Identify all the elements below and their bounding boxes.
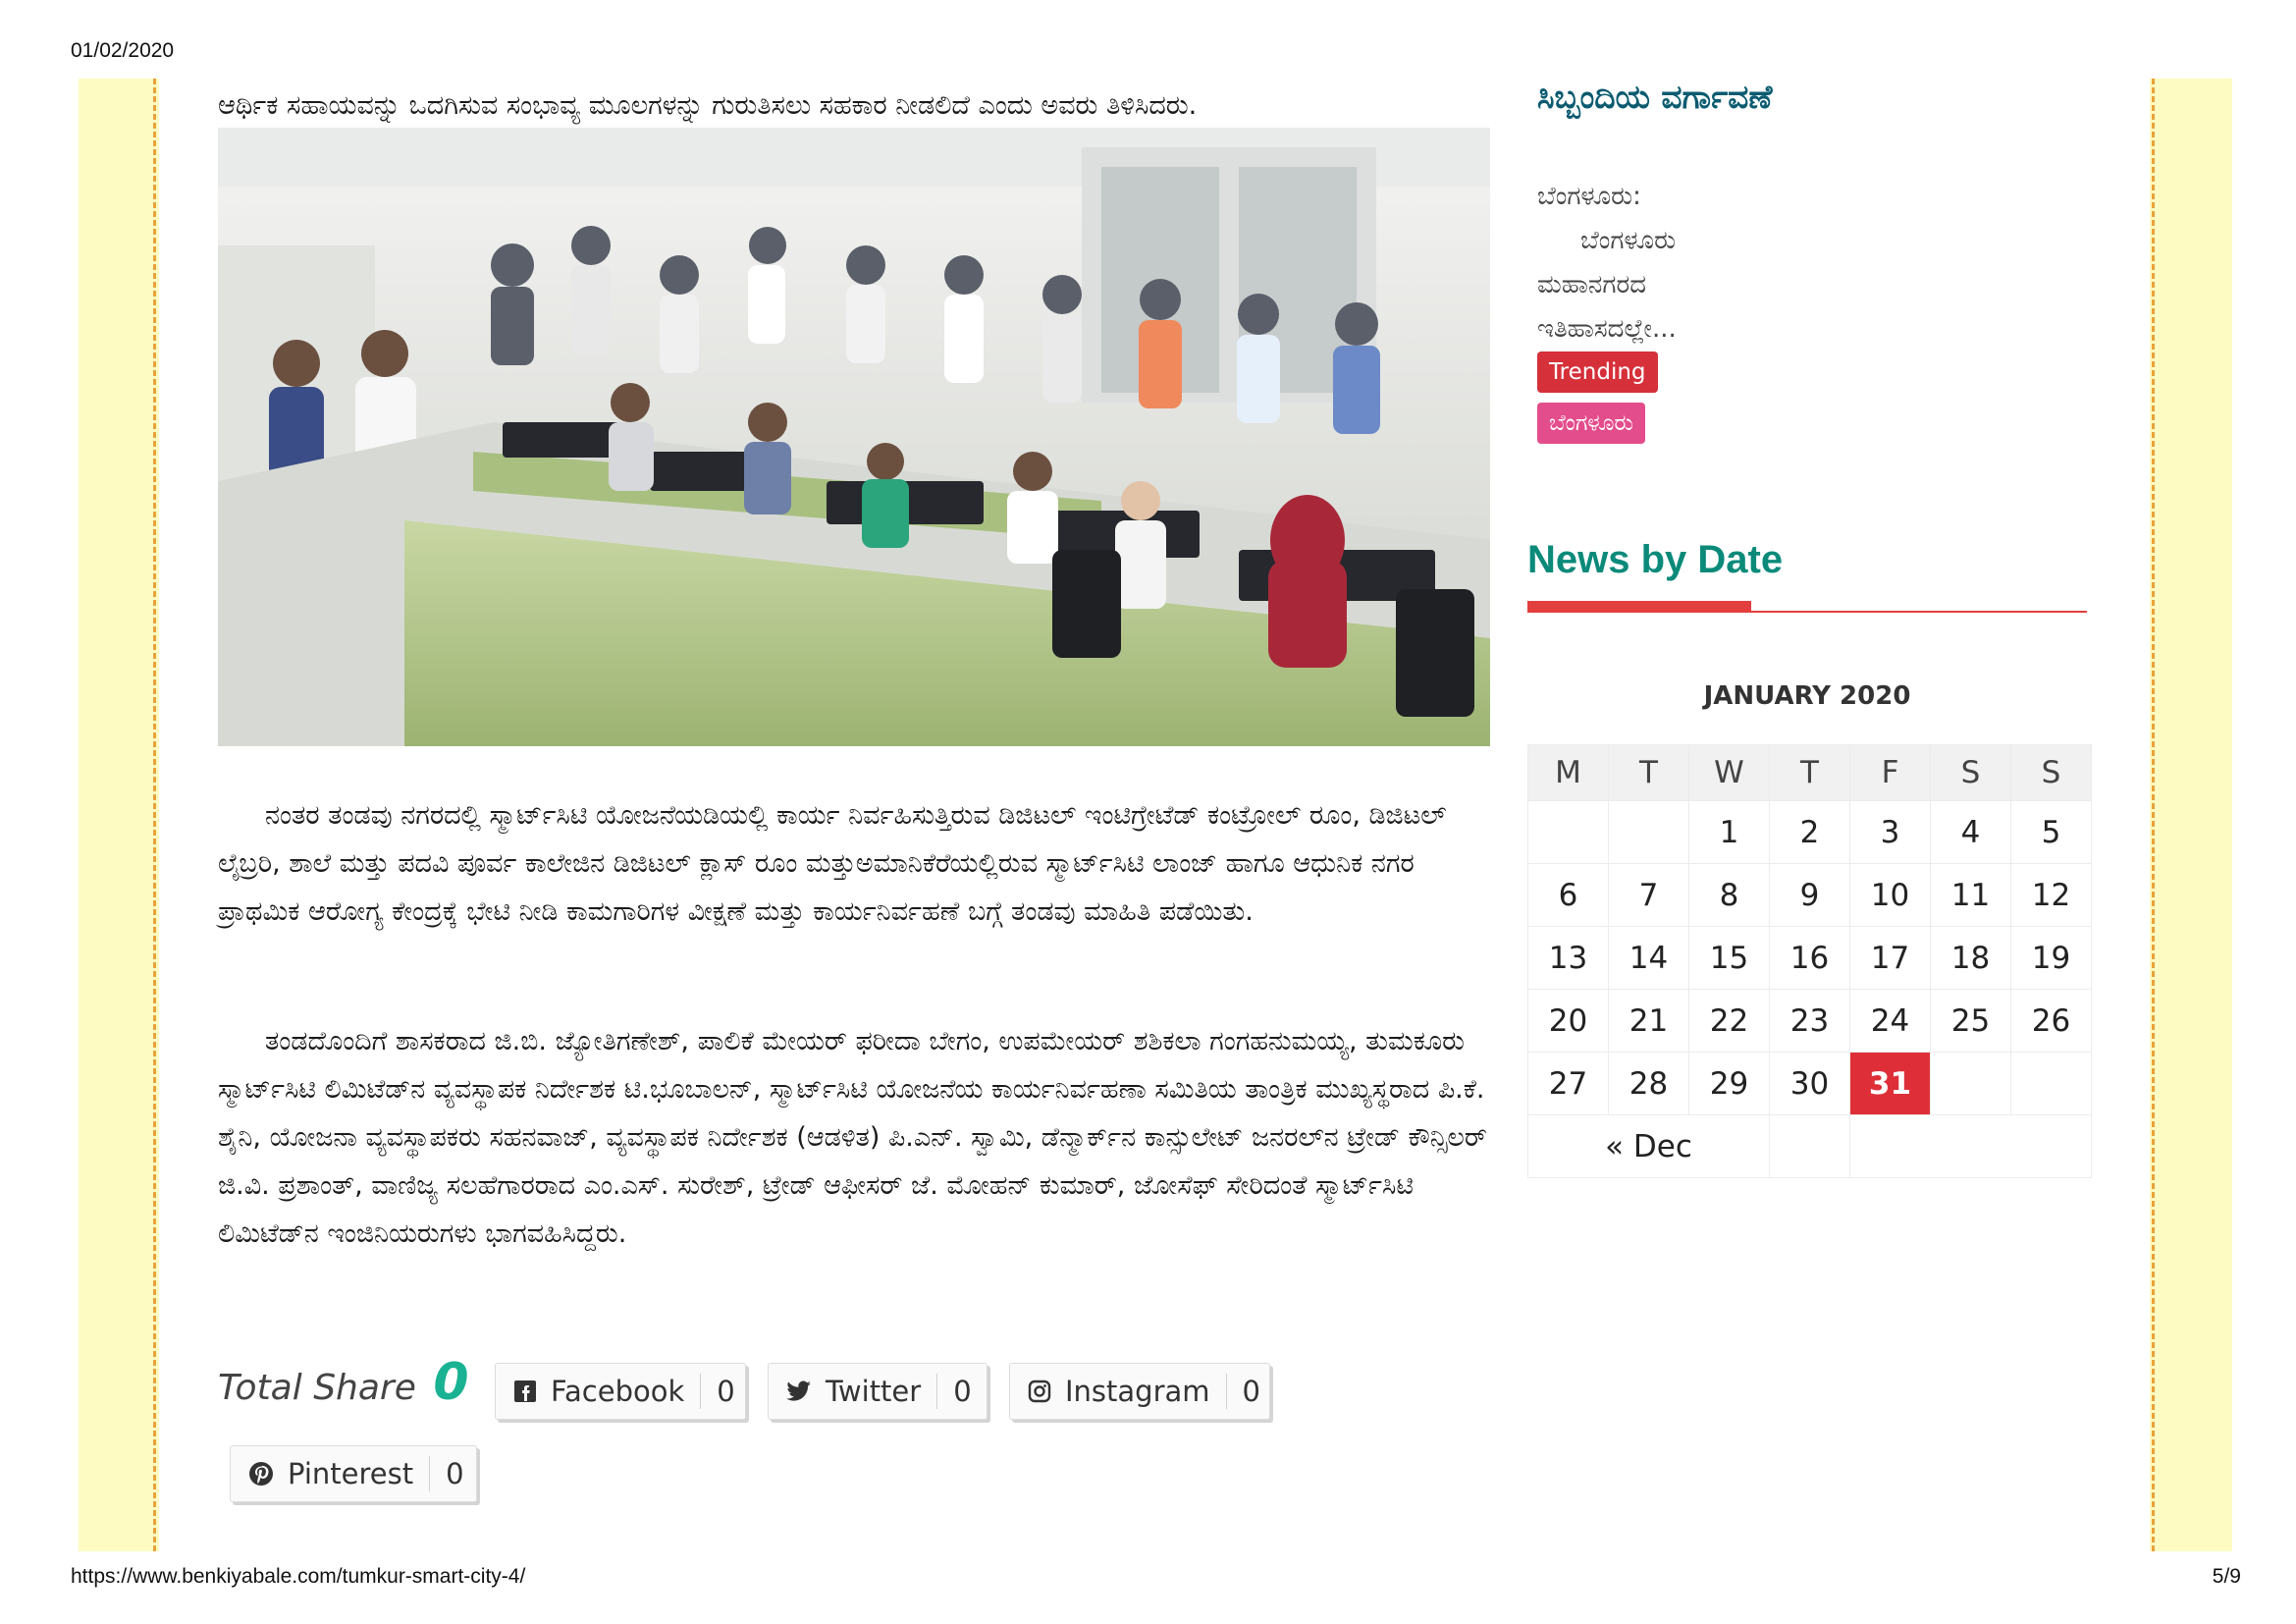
instagram-share-button[interactable] [1009,1363,1270,1420]
control-room-photo [218,128,1490,746]
calendar-day: 27 [1528,1053,1609,1115]
print-date: 01/02/2020 [71,39,175,62]
calendar-day: 15 [1689,927,1770,990]
calendar-next-month-cell [1850,1115,2092,1178]
total-share-count: 0 [433,1353,469,1412]
calendar-day: 26 [2011,990,2092,1053]
calendar-day: 22 [1689,990,1770,1053]
paragraph-2-text: ತಂಡದೊಂದಿಗೆ ಶಾಸಕರಾದ ಜಿ.ಬಿ. ಜ್ಯೋತಿಗಣೇಶ್, ಪಾಲಿಕೆ ಮೇಯರ್ ಫರೀದಾ ಬೇಗಂ, ಉಪಮೇಯರ್ ಶಶಿಕಲಾ ಗಂಗಹನುಮಯ್ಯ, ತುಮಕೂರು ಸ್ಮಾರ್ಟ್‌ಸಿಟಿ ಲಿಮಿಟೆಡ್‌ನ ವ್ಯವಸ್ಥಾಪಕ ನಿರ್ದೇಶಕ ಟಿ.ಭೂಬಾಲನ್, ಸ್ಮಾರ್ಟ್‌ಸಿಟಿ ಯೋಜನೆಯ ಕಾರ್ಯನಿರ್ವಹಣಾ ಸಮಿತಿಯ ತಾಂತ್ರಿಕ ಮುಖ್ಯಸ್ಥರಾದ ಪಿ.ಕೆ. ಶೈನಿ, ಯೋಜನಾ ವ್ಯವಸ್ಥಾಪಕರು ಸಹನವಾಜ್, ವ್ಯವಸ್ಥಾಪಕ ನಿರ್ದೇಶಕ (ಆಡಳಿತ) ಪಿ.ಎನ್. ಸ್ವಾಮಿ, ಡೆನ್ಮಾರ್ಕ್‌ನ ಕಾನ್ಸುಲೇಟ್ ಜನರಲ್‌ನ ಟ್ರೇಡ್ ಕೌನ್ಸಿಲರ್ ಜಿ.ವಿ. ಪ್ರಶಾಂತ್, ವಾಣಿಜ್ಯ ಸಲಹೆಗಾರರಾದ ಎಂ.ಎಸ್. ಸುರೇಶ್, ಟ್ರೇಡ್ ಆಫೀಸರ್ ಜೆ. ಮೋಹನ್ ಕುಮಾರ್, ಜೋಸೆಫ್ ಸೇರಿದಂತೆ ಸ್ಮಾರ್ಟ್‌ಸಿಟಿ ಲಿಮಿಟೆಡ್‌ನ ಇಂಜಿನಿಯರುಗಳು ಭಾಗವಹಿಸಿದ್ದರು. [218,1026,1487,1249]
calendar-day [1931,1053,2011,1115]
calendar-nav-row [1528,1115,2092,1178]
weekday-header: T [1609,745,1689,801]
weekday-header: W [1689,745,1770,801]
sidebar-post-title[interactable]: ಸಿಬ್ಬಂದಿಯ ವರ್ಗಾವಣೆ [1537,78,1773,116]
calendar-week-row [1528,801,2092,864]
calendar-day: 14 [1609,927,1689,990]
calendar-caption: JANUARY 2020 [1703,681,1911,711]
calendar-day: 2 [1770,801,1850,864]
instagram-icon [1028,1377,1051,1406]
calendar-day: 24 [1850,990,1931,1053]
weekday-header: S [2011,745,2092,801]
calendar-day: 13 [1528,927,1609,990]
calendar-day [2011,1053,2092,1115]
calendar-week-row [1528,990,2092,1053]
calendar-day: 1 [1689,801,1770,864]
tag-trending[interactable]: Trending [1537,352,1658,393]
tag-bengaluru[interactable]: ಬೆಂಗಳೂರು [1537,403,1645,444]
article-lead-line: ಆರ್ಥಿಕ ಸಹಾಯವನ್ನು ಒದಗಿಸುವ ಸಂಭಾವ್ಯ ಮೂಲಗಳನ್ನು ಗುರುತಿಸಲು ಸಹಕಾರ ನೀಡಲಿದೆ ಎಂದು ಅವರು ತಿಳಿಸಿದರು. [218,90,1198,121]
calendar-day: 21 [1609,990,1689,1053]
calendar-day: 20 [1528,990,1609,1053]
facebook-count: 0 [700,1374,750,1409]
calendar-day: 17 [1850,927,1931,990]
weekday-header: M [1528,745,1609,801]
weekday-header: T [1770,745,1850,801]
calendar-day: 9 [1770,864,1850,927]
calendar-day: 12 [2011,864,2092,927]
article-paragraph-2 [218,1017,1504,1258]
calendar-prev-month-link[interactable]: « Dec [1528,1115,1770,1178]
calendar-week-row [1528,864,2092,927]
calendar-day: 19 [2011,927,2092,990]
excerpt-line: ಇತಿಹಾಸದಲ್ಲೇ... [1537,314,1677,344]
pinterest-count: 0 [429,1456,479,1491]
calendar-day: 5 [2011,801,2092,864]
calendar-day: 11 [1931,864,2011,927]
facebook-label: Facebook [551,1375,685,1408]
calendar-nav-spacer [1770,1115,1850,1178]
excerpt-line: ಬೆಂಗಳೂರು: [1537,182,1641,211]
calendar-day: 8 [1689,864,1770,927]
right-dashed-border [2152,79,2155,1551]
twitter-share-button[interactable] [768,1363,988,1420]
excerpt-line: ಬೆಂಗಳೂರು [1580,226,1677,255]
sidebar-post-excerpt [1537,175,1677,352]
calendar-day: 18 [1931,927,2011,990]
calendar-day [1609,801,1689,864]
article-paragraph-1 [218,791,1504,936]
instagram-label: Instagram [1065,1375,1210,1408]
news-by-date-heading: News by Date [1527,538,1784,581]
calendar-day: 25 [1931,990,2011,1053]
calendar-weekday-row [1528,745,2092,801]
calendar-day: 23 [1770,990,1850,1053]
calendar-day: 29 [1689,1053,1770,1115]
weekday-header: F [1850,745,1931,801]
paragraph-1-text: ನಂತರ ತಂಡವು ನಗರದಲ್ಲಿ ಸ್ಮಾರ್ಟ್‌ಸಿಟಿ ಯೋಜನೆಯಡಿಯಲ್ಲಿ ಕಾರ್ಯ ನಿರ್ವಹಿಸುತ್ತಿರುವ ಡಿಜಿಟಲ್ ಇಂಟಿಗ್ರೇಟೆಡ್ ಕಂಟ್ರೋಲ್ ರೂಂ, ಡಿಜಿಟಲ್ ಲೈಬ್ರರಿ, ಶಾಲೆ ಮತ್ತು ಪದವಿ ಪೂರ್ವ ಕಾಲೇಜಿನ ಡಿಜಿಟಲ್ ಕ್ಲಾಸ್ ರೂಂ ಮತ್ತುಅಮಾನಿಕೆರೆಯಲ್ಲಿರುವ ಸ್ಮಾರ್ಟ್‌ಸಿಟಿ ಲಾಂಜ್ ಹಾಗೂ ಆಧುನಿಕ ನಗರ ಪ್ರಾಥಮಿಕ ಆರೋಗ್ಯ ಕೇಂದ್ರಕ್ಕೆ ಭೇಟಿ ನೀಡಿ ಕಾಮಗಾರಿಗಳ ವೀಕ್ಷಣೆ ಮತ್ತು ಕಾರ್ಯನಿರ್ವಹಣೆ ಬಗ್ಗೆ ತಂಡವು ಮಾಹಿತಿ ಪಡೆಯಿತು. [218,800,1447,927]
pinterest-share-button[interactable] [230,1445,477,1502]
excerpt-line: ಮಹಾನಗರದ [1537,270,1646,299]
left-dashed-border [153,79,156,1551]
total-share-label: Total Share [218,1368,416,1408]
facebook-icon [513,1377,537,1406]
print-page-number: 5/9 [2212,1565,2241,1588]
twitter-label: Twitter [826,1375,922,1408]
instagram-count: 0 [1226,1374,1276,1409]
calendar-day-today[interactable]: 31 [1850,1053,1931,1115]
calendar-day: 6 [1528,864,1609,927]
article-photo [218,128,1490,746]
calendar-week-row [1528,927,2092,990]
calendar-day: 28 [1609,1053,1689,1115]
facebook-share-button[interactable] [495,1363,746,1420]
calendar-day: 30 [1770,1053,1850,1115]
pinterest-icon [248,1459,274,1489]
calendar-day: 16 [1770,927,1850,990]
weekday-header: S [1931,745,2011,801]
calendar-day: 10 [1850,864,1931,927]
calendar-day: 7 [1609,864,1689,927]
heading-underline-accent [1527,601,1751,613]
twitter-icon [786,1377,812,1406]
total-share [218,1353,469,1412]
calendar-day: 3 [1850,801,1931,864]
print-url: https://www.benkiyabale.com/tumkur-smart-city-4/ [71,1565,526,1588]
calendar-week-row [1528,1053,2092,1115]
calendar-day: 4 [1931,801,2011,864]
calendar-table [1527,744,2092,1178]
twitter-count: 0 [936,1374,987,1409]
calendar-day [1528,801,1609,864]
pinterest-label: Pinterest [288,1457,414,1490]
